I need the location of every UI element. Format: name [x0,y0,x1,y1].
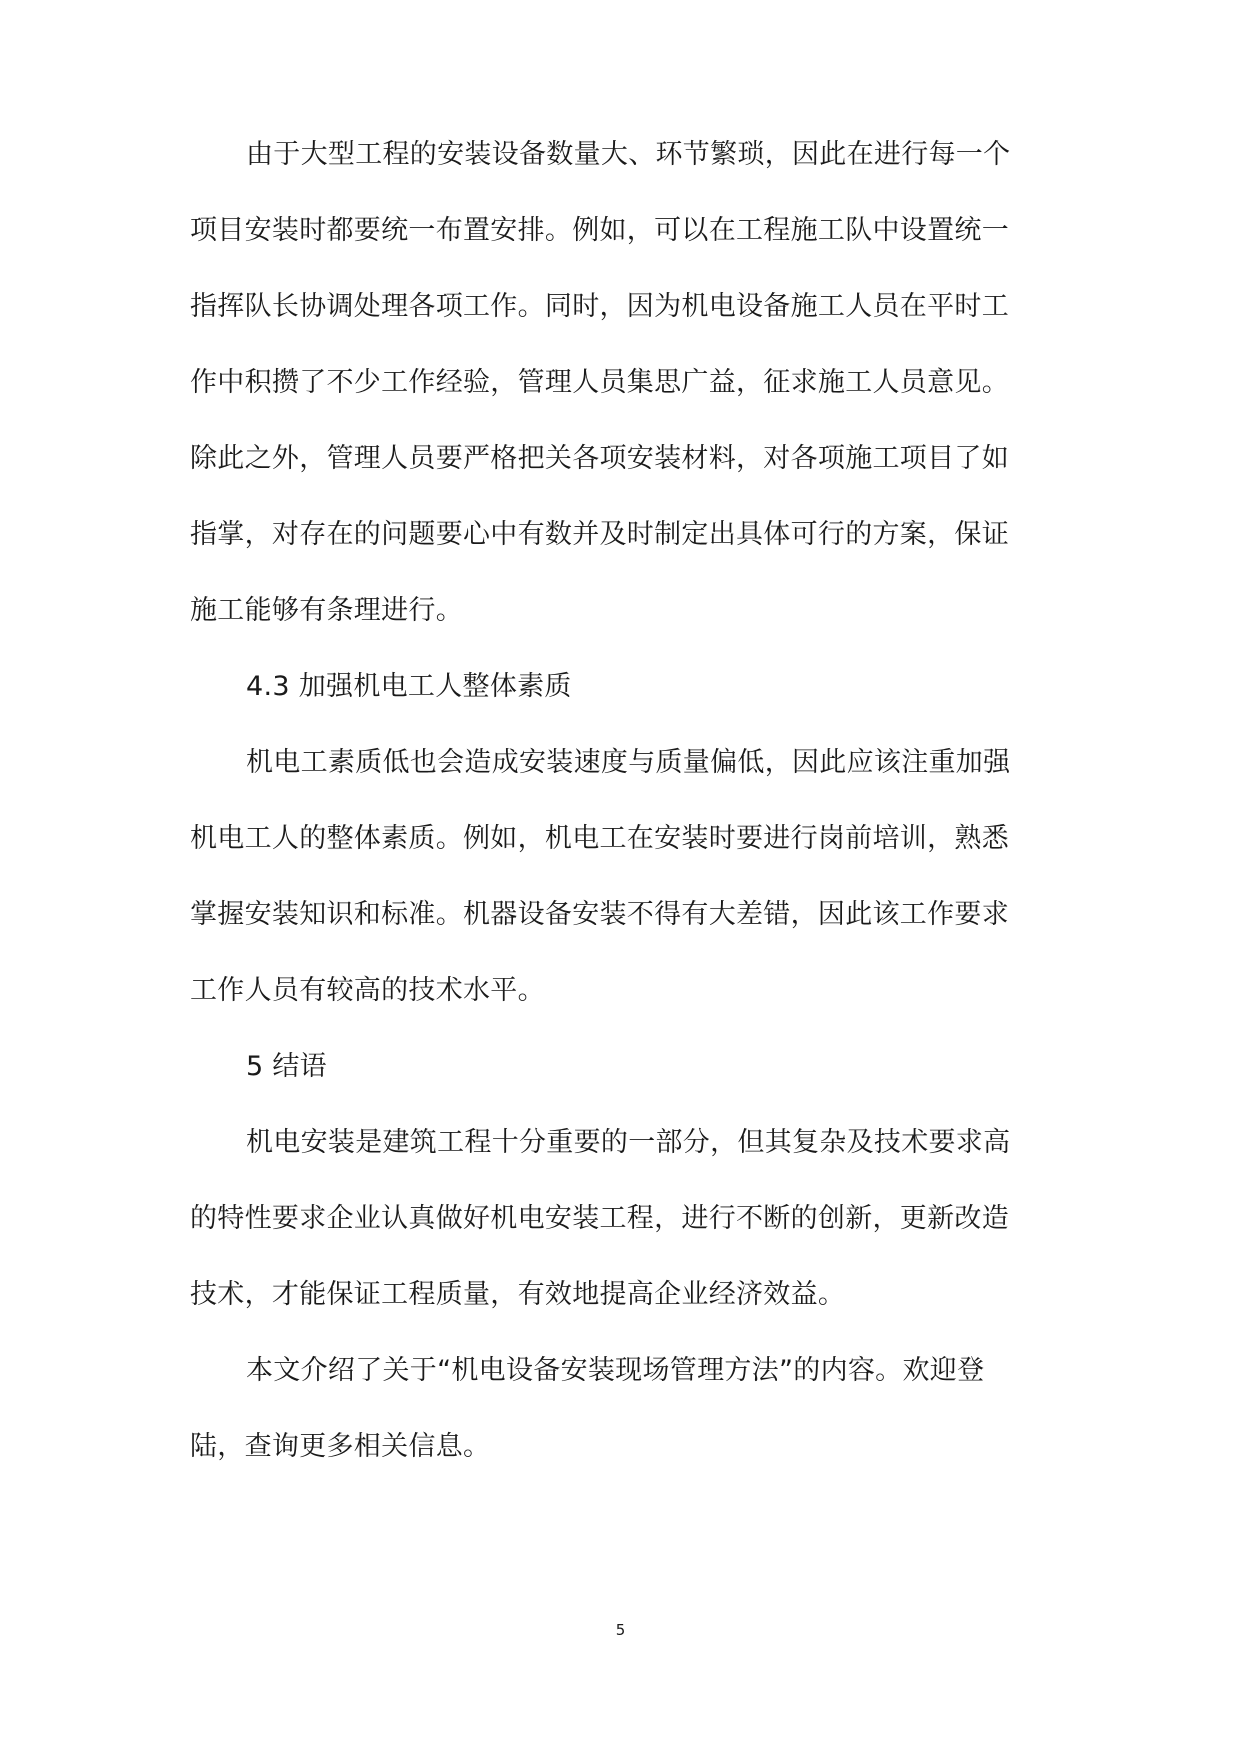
page-number: 5 [615,1621,626,1639]
paragraph-line: 机电工素质低也会造成安装速度与质量偏低，因此应该注重加强 [246,747,1011,778]
paragraph-line: 指掌，对存在的问题要心中有数并及时制定出具体可行的方案，保证 [190,519,1009,550]
paragraph-line: 的特性要求企业认真做好机电安装工程，进行不断的创新，更新改造 [190,1203,1009,1234]
paragraph-line: 除此之外，管理人员要严格把关各项安装材料，对各项施工项目了如 [190,443,1009,474]
paragraph-line: 施工能够有条理进行。 [190,595,463,626]
paragraph-line: 陆，查询更多相关信息。 [190,1431,491,1462]
paragraph-line: 机电安装是建筑工程十分重要的一部分，但其复杂及技术要求高 [246,1127,1011,1158]
paragraph-line: 由于大型工程的安装设备数量大、环节繁琐，因此在进行每一个 [246,139,1011,170]
paragraph-line: 技术，才能保证工程质量，有效地提高企业经济效益。 [190,1279,846,1310]
paragraph-line: 机电工人的整体素质。例如，机电工在安装时要进行岗前培训，熟悉 [190,823,1009,854]
paragraph-line: 项目安装时都要统一布置安排。例如，可以在工程施工队中设置统一 [190,215,1009,246]
section-heading: 4.3 加强机电工人整体素质 [246,671,572,702]
paragraph-line: 工作人员有较高的技术水平。 [190,975,545,1006]
section-heading: 5 结语 [246,1051,327,1082]
paragraph-line: 作中积攒了不少工作经验，管理人员集思广益，征求施工人员意见。 [190,367,1009,398]
paragraph-line: 指挥队长协调处理各项工作。同时，因为机电设备施工人员在平时工 [190,291,1009,322]
paragraph-line: 本文介绍了关于“机电设备安装现场管理方法”的内容。欢迎登 [246,1355,985,1386]
paragraph-line: 掌握安装知识和标准。机器设备安装不得有大差错，因此该工作要求 [190,899,1009,930]
